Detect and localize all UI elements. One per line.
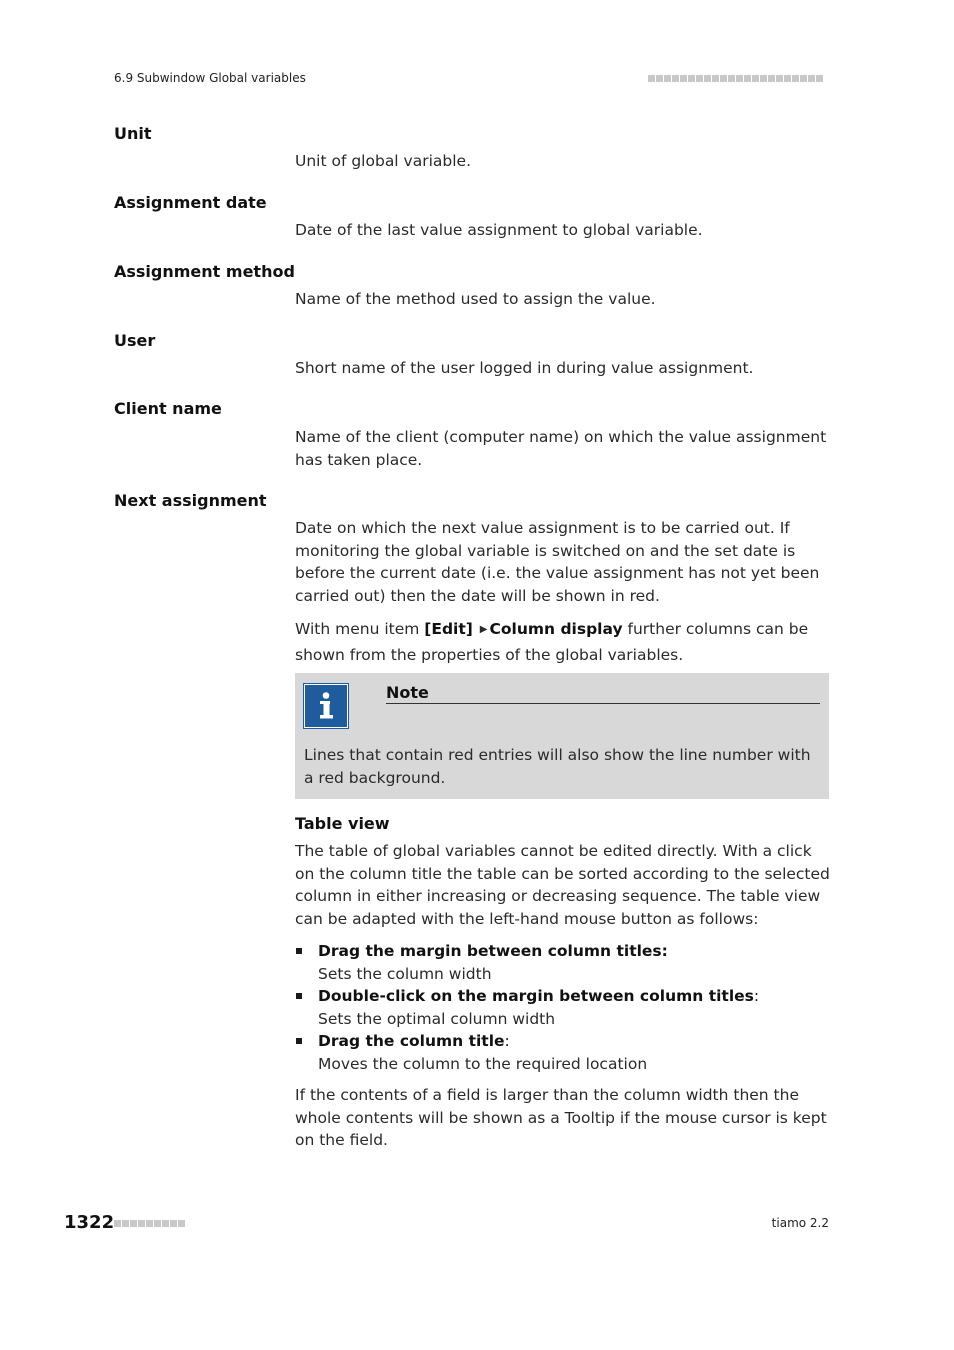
term-client-name: Client name	[114, 399, 222, 418]
list-item	[295, 940, 831, 985]
bullet-desc: Sets the column width	[318, 964, 492, 983]
bullet-square-icon	[296, 993, 302, 999]
page-number: 1322	[64, 1212, 115, 1233]
bullet-desc: Sets the optimal column width	[318, 1009, 556, 1028]
bullet-suffix: :	[504, 1032, 510, 1050]
table-view-heading: Table view	[295, 814, 390, 833]
term-assignment-date: Assignment date	[114, 193, 267, 212]
bullet-square-icon	[296, 1038, 302, 1044]
bullet-square-icon	[296, 948, 302, 954]
table-view-intro: The table of global variables cannot be edited directly. With a click on the column title the table can be sorted according to the selected column in either increasing or decreasing sequence. The table view can be adapted with the left-hand mouse button as follows:	[295, 842, 830, 928]
running-header: 6.9 Subwindow Global variables	[114, 71, 306, 85]
info-icon	[304, 684, 348, 728]
term-unit: Unit	[114, 124, 152, 143]
bullet-title: Drag the margin between column titles:	[318, 942, 668, 960]
table-view-outro: If the contents of a field is larger than the column width then the whole contents will be shown as a Tooltip if the mouse cursor is kept on the field.	[295, 1086, 827, 1149]
term-user: User	[114, 331, 156, 350]
bullet-suffix: :	[753, 987, 760, 1005]
note-box	[295, 673, 829, 799]
desc-user: Short name of the user logged in during value assignment.	[295, 359, 754, 377]
bullet-title: Drag the column title	[318, 1032, 505, 1050]
product-name: tiamo 2.2	[771, 1216, 829, 1230]
footer-decoration	[114, 1220, 185, 1227]
desc-assignment-date: Date of the last value assignment to global variable.	[295, 221, 703, 239]
menu-paragraph	[295, 618, 831, 666]
bullet-list	[295, 940, 831, 1075]
term-assignment-method: Assignment method	[114, 262, 295, 281]
header-decoration	[648, 75, 823, 82]
menu-suffix: further columns can be shown from the properties of the global variables.	[295, 620, 809, 664]
menu-arrow-icon: ▶	[479, 624, 488, 635]
menu-edit: [Edit]	[424, 620, 473, 638]
list-item	[295, 985, 831, 1030]
note-title: Note	[386, 683, 820, 704]
menu-column-display: Column display	[489, 620, 623, 638]
desc-assignment-method: Name of the method used to assign the value.	[295, 290, 656, 308]
bullet-title: Double-click on the margin between column titles	[318, 987, 754, 1005]
menu-prefix: With menu item	[295, 620, 425, 638]
bullet-desc: Moves the column to the required location	[318, 1054, 648, 1073]
desc-unit: Unit of global variable.	[295, 152, 472, 170]
desc-next-assignment: Date on which the next value assignment is to be carried out. If monitoring the global variable is switched on and the set date is before the current date (i.e. the value assignment has not yet been carried out) then the date will be shown in red.	[295, 519, 820, 605]
desc-client-name: Name of the client (computer name) on which the value assignment has taken place.	[295, 428, 827, 469]
list-item	[295, 1030, 831, 1075]
note-body: Lines that contain red entries will also show the line number with a red background.	[304, 746, 811, 787]
term-next-assignment: Next assignment	[114, 491, 267, 510]
